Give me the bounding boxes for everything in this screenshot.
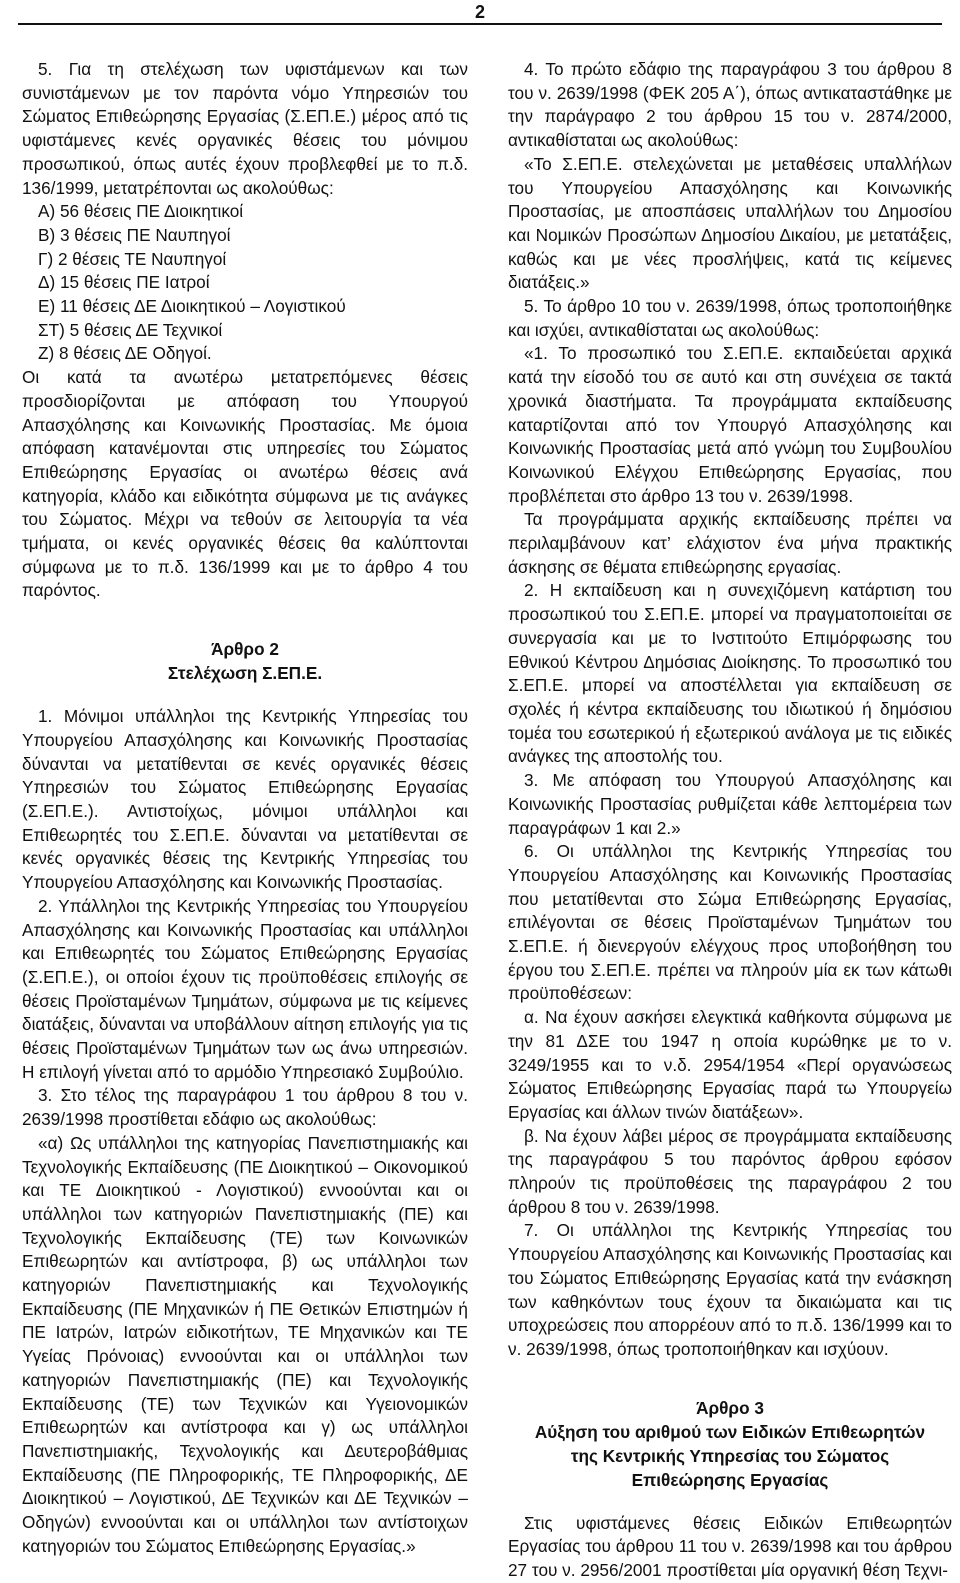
paragraph: 2. Υπάλληλοι της Κεντρικής Υπηρεσίας του Υπουργείου Απασχόλησης και Κοινωνικής Προστασίας και υπάλληλοι και Επιθεωρητές του Σώματος Επιθεώρησης Εργασίας (Σ.ΕΠ.Ε.), οι οποίοι έχουν τις προϋποθέσεις επιλογής σε θέσεις Προϊσταμένων Τμημάτων, σύμφωνα με τις κείμενες διατάξεις, δύνανται να υποβάλλουν αίτηση επιλογής για τις θέσεις Προϊσταμένων Τμημάτων των ως άνω υπηρεσιών. Η επιλογή γίνεται από το αρμόδιο Υπηρεσιακό Συμβούλιο. — [22, 895, 468, 1082]
paragraph: 7. Οι υπάλληλοι της Κεντρικής Υπηρεσίας του Υπουργείου Απασχόλησης και Κοινωνικής Προστασίας και του Σώματος Επιθεώρησης Εργασίας κατά την ενάσκηση των καθηκόντων τους έχουν τα δικαιώματα και τις υποχρεώσεις που απορρέουν από το π.δ. 136/1999 και το ν. 2639/1998, όπως τροποποιήθηκαν και ισχύουν. — [508, 1220, 952, 1359]
article-number: Άρθρο 3 — [696, 1397, 764, 1418]
list-item: ΣΤ) 5 θέσεις ΔΕ Τεχνικοί — [38, 319, 223, 340]
paragraph: 5. Το άρθρο 10 του ν. 2639/1998, όπως τροποποιήθηκε και ισχύει, αντικαθίσταται ως ακολούθως: — [508, 296, 952, 340]
right-column — [508, 58, 952, 1583]
paragraph: 1. Μόνιμοι υπάλληλοι της Κεντρικής Υπηρεσίας του Υπουργείου Απασχόλησης και Κοινωνικής Προστασίας δύνανται να μετατίθενται σε κενές οργανικές θέσεις Υπηρεσιών του Σώματος Επιθεώρησης Εργασίας (Σ.ΕΠ.Ε.). Αντιστοίχως, μόνιμοι υπάλληλοι και Επιθεωρητές του Σ.ΕΠ.Ε. δύνανται να μετατίθενται σε κενές οργανικές θέσεις της Κεντρικής Υπηρεσίας του Υπουργείου Απασχόλησης και Κοινωνικής Προστασίας. — [22, 706, 468, 893]
list-item: Β) 3 θέσεις ΠΕ Ναυπηγοί — [38, 224, 231, 245]
paragraph: «Το Σ.ΕΠ.Ε. στελεχώνεται με μεταθέσεις υπαλλήλων του Υπουργείου Απασχόλησης και Κοινωνικής Προστασίας, με αποσπάσεις υπαλλήλων του Δημοσίου και Νομικών Προσώπων Δημοσίου Δικαίου, με μετατάξεις, καθώς και με νέες προσλήψεις, κατά τις κείμενες διατάξεις.» — [508, 153, 952, 293]
paragraph: «α) Ως υπάλληλοι της κατηγορίας Πανεπιστημιακής και Τεχνολογικής Εκπαίδευσης (ΠΕ Διοικητικού – Οικονομικού και ΤΕ Διοικητικού - Λογιστικού) εννοούνται και οι υπάλληλοι των κατηγοριών Πανεπιστημιακής (ΠΕ) και Τεχνολογικής Εκπαίδευσης (ΤΕ) των Κοινωνικών Επιθεωρητών και αντίστροφα, β) ως υπάλληλοι των κατηγοριών Πανεπιστημιακής και Τεχνολογικής Εκπαίδευσης (ΠΕ Μηχανικών ή ΠΕ Θετικών Επιστημών ή ΠΕ Ιατρών, Ιατρών ειδικοτήτων, ΤΕ Μηχανικών και ΤΕ Υγείας Πρόνοιας) εννοούνται και οι υπάλληλοι των κατηγοριών Πανεπιστημιακής (ΠΕ) και Τεχνολογικής Εκπαίδευσης (ΤΕ) των Τεχνικών και Υγειονομικών Επιθεωρητών και αντίστροφα και γ) ως υπάλληλοι Πανεπιστημιακής, Τεχνολογικής και Δευτεροβάθμιας Εκπαίδευσης (ΠΕ Πληροφορικής, ΤΕ Πληροφορικής, ΔΕ Διοικητικού – Λογιστικού, ΔΕ Τεχνικών και ΔΕ Τεχνικών – Οδηγών) εννοούνται και οι υπάλληλοι των αντίστοιχων κατηγοριών του Σώματος Επιθεώρησης Εργασίας.» — [22, 1132, 468, 1556]
article-heading — [22, 637, 468, 685]
paragraph: Οι κατά τα ανωτέρω μετατρεπόμενες θέσεις προσδιορίζονται με απόφαση του Υπουργού Απασχόλησης και Κοινωνικής Προστασίας. Με όμοια απόφαση κατανέμονται στις υπηρεσίες του Σώματος Επιθεώρησης Εργασίας οι ανωτέρω θέσεις ανά κατηγορία, κλάδο και ειδικότητα σύμφωνα με τις ανάγκες του Σώματος. Μέχρι να τεθούν σε λειτουργία τα νέα τμήματα, οι κενές οργανικές θέσεις θα καλύπτονται σύμφωνα με το π.δ. 136/1999 και με το άρθρο 4 του παρόντος. — [22, 367, 468, 601]
paragraph: β. Να έχουν λάβει μέρος σε προγράμματα εκπαίδευσης της παραγράφου 5 του παρόντος άρθρου εφόσον πληρούν τις προϋποθέσεις της παραγράφου 2 του άρθρου 8 του ν. 2639/1998. — [508, 1125, 952, 1217]
paragraph: 3. Με απόφαση του Υπουργού Απασχόλησης και Κοινωνικής Προστασίας ρυθμίζεται κάθε λεπτομέρεια των παραγράφων 1 και 2.» — [508, 770, 952, 838]
paragraph: α. Να έχουν ασκήσει ελεγκτικά καθήκοντα σύμφωνα με την 81 ΔΣΕ του 1947 η οποία κυρώθηκε με το ν. 3249/1955 και το ν.δ. 2954/1954 «Περί οργανώσεως Σώματος Επιθεώρησης Εργασίας παρά τω Υπουργείω Εργασίας και άλλων τινών διατάξεων». — [508, 1007, 952, 1122]
paragraph: 5. Για τη στελέχωση των υφιστάμενων και των συνιστάμενων με τον παρόντα νόμο Υπηρεσιών του Σώματος Επιθεώρησης Εργασίας (Σ.ΕΠ.Ε.) μέρος από τις υφιστάμενες κενές οργανικές θέσεις του μόνιμου προσωπικού, όπως αυτές έχουν προβλεφθεί με το π.δ. 136/1999, μετατρέπονται ως ακολούθως: — [22, 59, 468, 198]
paragraph: 4. Το πρώτο εδάφιο της παραγράφου 3 του άρθρου 8 του ν. 2639/1998 (ΦΕΚ 205 Α΄), όπως αντικαταστάθηκε με την παράγραφο 2 του άρθρου 15 του ν. 2874/2000, αντικαθίσταται ως ακολούθως: — [508, 59, 952, 151]
list-item: Α) 56 θέσεις ΠΕ Διοικητικοί — [38, 201, 244, 222]
page-number: 2 — [474, 2, 485, 22]
article-number: Άρθρο 2 — [211, 639, 279, 660]
list-item: Ε) 11 θέσεις ΔΕ Διοικητικού – Λογιστικού — [38, 296, 346, 317]
paragraph: 6. Οι υπάλληλοι της Κεντρικής Υπηρεσίας του Υπουργείου Απασχόλησης και Κοινωνικής Προστασίας που μετατίθενται στο Σώμα Επιθεώρησης Εργασίας, επιλέγονται σε θέσεις Προϊσταμένων Τμημάτων του Σ.ΕΠ.Ε. ή διενεργούν ελέγχους προς υποβοήθηση του έργου του Σ.ΕΠ.Ε. πρέπει να πληρούν μία εκ των κάτωθι προϋποθέσεων: — [508, 841, 952, 1004]
header-divider — [18, 23, 942, 25]
article-title: Επιθεώρησης Εργασίας — [631, 1469, 829, 1490]
list-item: Ζ) 8 θέσεις ΔΕ Οδηγοί. — [38, 343, 212, 364]
paragraph: 3. Στο τέλος της παραγράφου 1 του άρθρου 8 του ν. 2639/1998 προστίθεται εδάφιο ως ακολούθως: — [22, 1085, 468, 1130]
left-column — [22, 58, 468, 1558]
article-heading — [508, 1396, 952, 1492]
paragraph: Στις υφιστάμενες θέσεις Ειδικών Επιθεωρητών Εργασίας του άρθρου 11 του ν. 2639/1998 και του άρθρου 27 του ν. 2956/2001 προστίθεται μία οργανική θέση Τεχνι- — [508, 1512, 952, 1581]
paragraph: 2. Η εκπαίδευση και η συνεχιζόμενη κατάρτιση του προσωπικού του Σ.ΕΠ.Ε. μπορεί να πραγματοποιείται σε συνεργασία και με το Ινστιτούτο Επιμόρφωσης του Εθνικού Κέντρου Δημόσιας Διοίκησης. Το προσωπικό του Σ.ΕΠ.Ε. μπορεί να αποστέλλεται για εκπαίδευση σε σχολές ή κέντρα εκπαίδευσης του ιδιωτικού ή δημόσιου τομέα του εσωτερικού ή εξωτερικού ανάλογα με τις ειδικές ανάγκες της αποστολής του. — [508, 580, 952, 767]
paragraph: Τα προγράμματα αρχικής εκπαίδευσης πρέπει να περιλαμβάνουν κατ’ ελάχιστον ένα μήνα πρακτικής άσκησης σε θέματα επιθεώρησης εργασίας. — [508, 509, 952, 577]
page-header — [0, 0, 960, 26]
list-item: Δ) 15 θέσεις ΠΕ Ιατροί — [38, 272, 210, 293]
article-title: της Κεντρικής Υπηρεσίας του Σώματος — [570, 1445, 890, 1466]
paragraph: «1. Το προσωπικό του Σ.ΕΠ.Ε. εκπαιδεύεται αρχικά κατά την είσοδό του σε αυτό και στη συνέχεια σε τακτά χρονικά διαστήματα. Τα προγράμματα εκπαίδευσης καταρτίζονται από τον Υπουργό Απασχόλησης και Κοινωνικής Προστασίας μετά από γνώμη του Συμβουλίου Κοινωνικού Ελέγχου Επιθεώρησης Εργασίας, που προβλέπεται στο άρθρο 13 του ν. 2639/1998. — [508, 343, 952, 506]
list-item: Γ) 2 θέσεις ΤΕ Ναυπηγοί — [38, 248, 227, 269]
article-title: Αύξηση του αριθμού των Ειδικών Επιθεωρητών — [534, 1421, 926, 1442]
article-title: Στελέχωση Σ.ΕΠ.Ε. — [167, 663, 323, 684]
